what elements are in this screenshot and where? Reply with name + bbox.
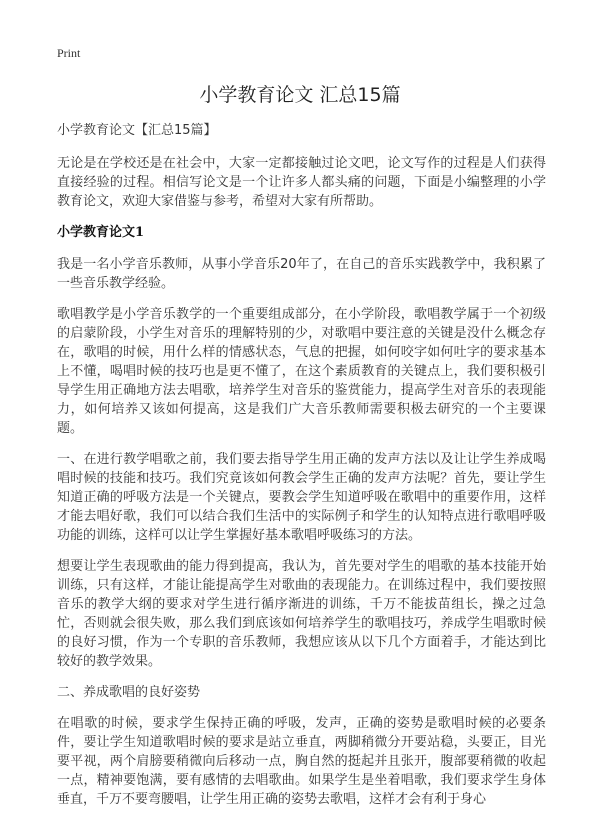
subsection-heading: 二、养成歌唱的良好姿势	[57, 685, 201, 700]
page-title: 小学教育论文 汇总15篇	[199, 84, 401, 106]
paragraph: 一、在进行教学唱歌之前，我们要去指导学生用正确的发声方法以及让让学生养成喝唱时候的技能和技巧。我们究竟该如何教会学生正确的发声方法呢？首先，要让学生知道正确的呼吸方法是一个关键点，要教会学生知道呼吸在歌唱中的重要作用，这样才能去唱好歌，我们可以结合我们生活中的实际例子和学生的认知特点进行歌唱呼吸功能的训练，这样可以让学生掌握好基本歌唱呼吸练习的方法。	[57, 452, 546, 543]
print-link[interactable]: Print	[57, 46, 81, 60]
article-subtitle: 小学教育论文【汇总15篇】	[57, 123, 217, 138]
article-body	[57, 121, 546, 821]
intro-paragraph: 无论是在学校还是在社会中，大家一定都接触过论文吧，论文写作的过程是人们获得直接经验的过程。相信写论文是一个让许多人都头痛的问题，下面是小编整理的小学教育论文，欢迎大家借鉴与参考，希望对大家有所帮助。	[57, 156, 546, 209]
paragraph: 想要让学生表现歌曲的能力得到提高，我认为，首先要对学生的唱歌的基本技能开始训练，只有这样，才能让能提高学生对歌曲的表现能力。在训练过程中，我们要按照音乐的教学大纲的要求对学生进行循序渐进的训练，千万不能拔苗组长，操之过急忙，否则就会很失败，那么我们到底该如何培养学生的歌唱技巧，养成学生唱歌时候的良好习惯，作为一个专职的音乐教师，我想应该从以下几个方面着手，才能达到比较好的教学效果。	[57, 559, 546, 669]
paragraph: 歌唱教学是小学音乐教学的一个重要组成部分，在小学阶段，歌唱教学属于一个初级的启蒙阶段，小学生对音乐的理解特别的少，对歌唱中要注意的关键是没什么概念存在，歌唱的时候，用什么样的情感状态，气息的把握，如何咬字如何吐字的要求基本上不懂，喝唱时候的技巧也是更不懂了，在这个素质教育的关键点上，我们要积极引导学生用正确地方法去唱歌，培养学生对音乐的鉴赏能力，提高学生对音乐的表现能力，如何培养又该如何提高，这是我们广大音乐教师需要积极去研究的一个主要课题。	[57, 307, 546, 436]
paragraph: 我是一名小学音乐教师，从事小学音乐20年了，在自己的音乐实践教学中，我积累了一些音乐教学经验。	[57, 257, 546, 291]
paragraph: 在唱歌的时候，要求学生保持正确的呼吸，发声，正确的姿势是歌唱时候的必要条件，要让学生知道歌唱时候的要求是站立垂直，两脚稍微分开要站稳，头要正，目光要平视，两个肩膀要稍微向后移动一点，胸自然的挺起并且张开，腹部要稍微的收起一点，精神要饱满，要有感情的去唱歌曲。如果学生是坐着唱歌，我们要求学生身体垂直，千万不要弯腰唱，让学生用正确的姿势去歌唱，这样才会有利于身心	[57, 716, 546, 807]
section-heading: 小学教育论文1	[57, 225, 145, 240]
